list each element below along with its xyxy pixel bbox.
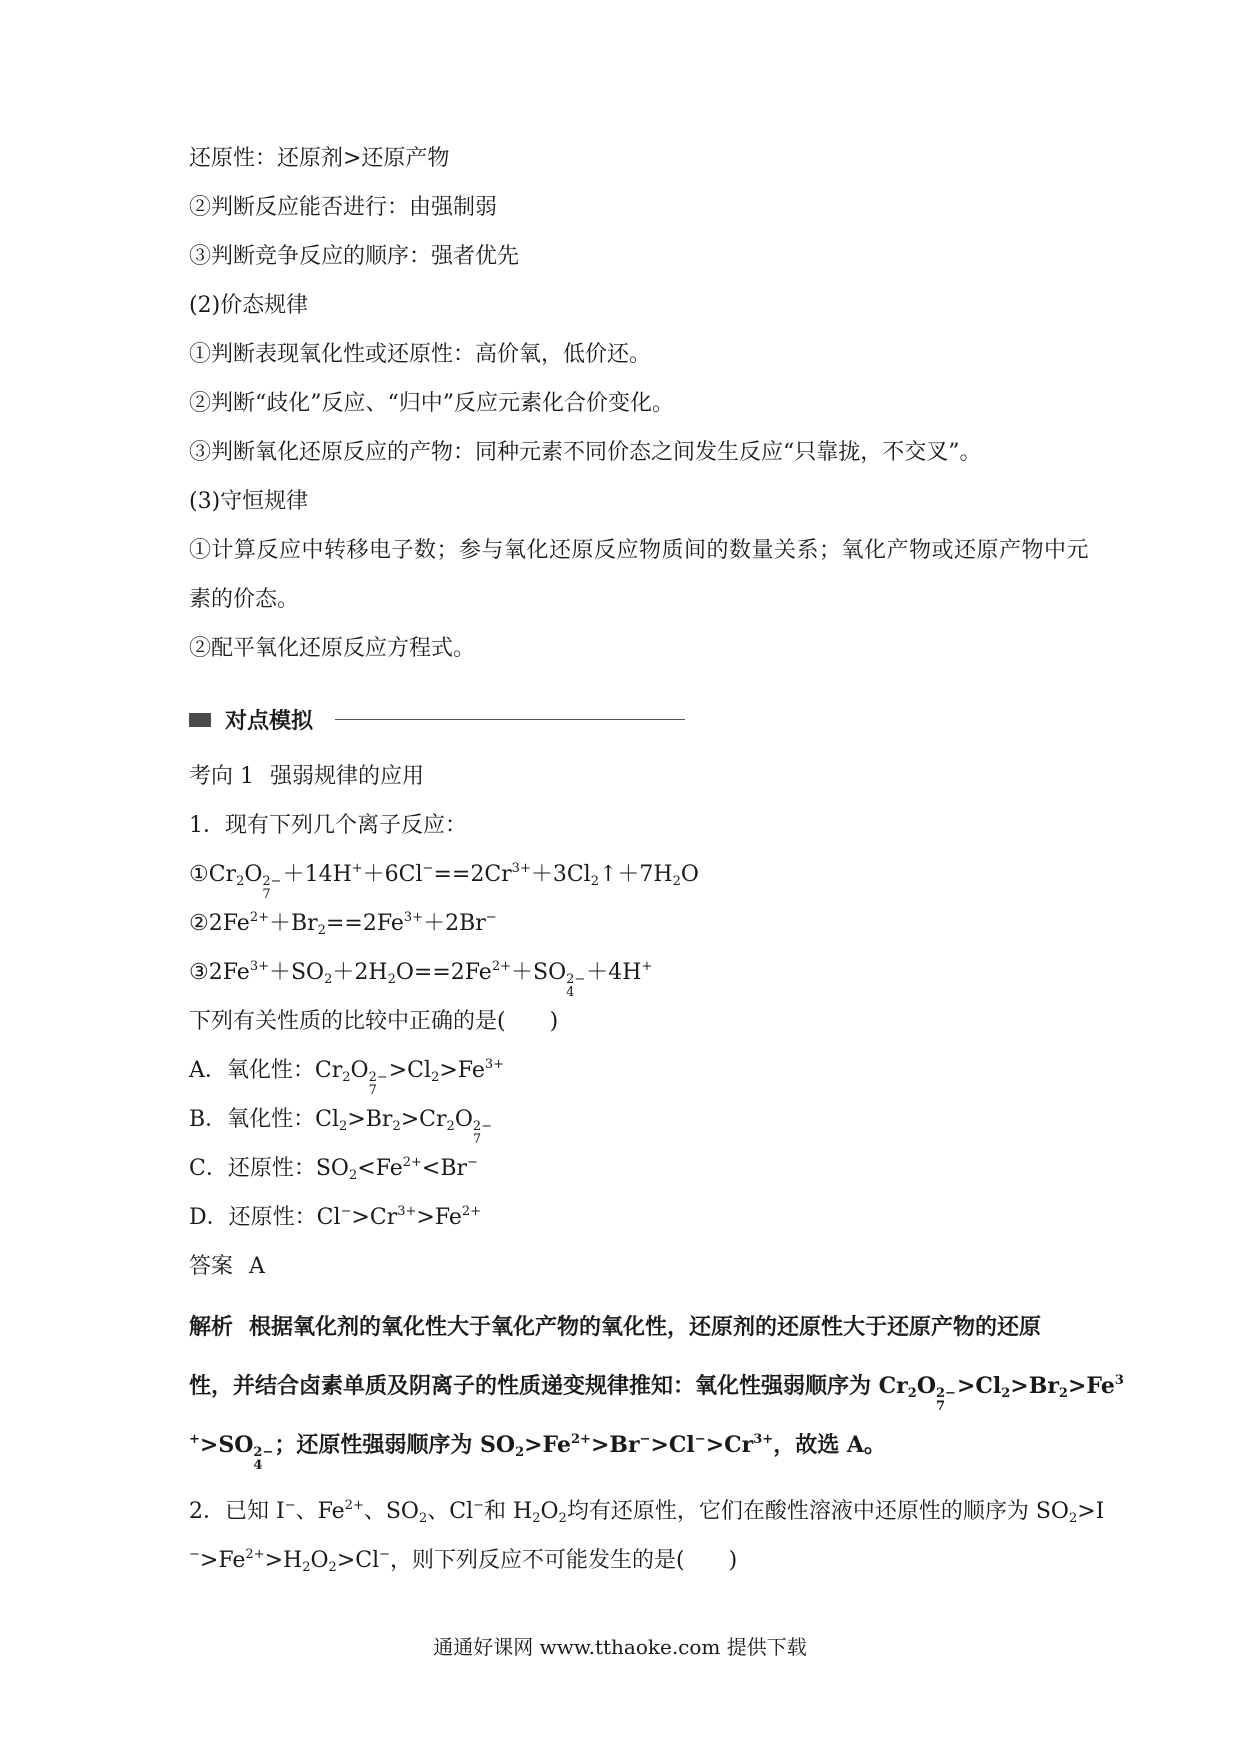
opt-text: C．还原性：SO <box>189 1156 349 1181</box>
q2-sup: − <box>189 1547 200 1562</box>
ana-sup: 3 <box>1114 1373 1124 1388</box>
text-line: ③判断氧化还原反应的产物：同种元素不同价态之间发生反应“只靠拢，不交叉”。 <box>189 440 982 465</box>
text-line: ①计算反应中转移电子数；参与氧化还原反应物质间的数量关系；氧化产物或还原产物中元 <box>189 538 1090 563</box>
r3-sup: + <box>641 959 653 974</box>
q2-text: 、SO <box>363 1499 419 1524</box>
q2-text: >Fe <box>199 1548 246 1573</box>
opt-text: B．氧化性：Cl <box>189 1107 340 1132</box>
r3-text: ＋4H <box>586 960 642 985</box>
opt-sup: 2+ <box>402 1155 422 1170</box>
question-stem: 1．现有下列几个离子反应： <box>189 813 467 838</box>
q2-text: >I <box>1077 1499 1105 1524</box>
r2-sup: − <box>485 910 497 925</box>
r3-charge: 2− 4 <box>566 972 586 1000</box>
text-line: 还原性：还原剂>还原产物 <box>189 146 450 171</box>
r3-text: ＋SO <box>511 960 567 985</box>
reaction-1 <box>189 860 699 901</box>
ana-sub: 2 <box>1058 1386 1068 1401</box>
opt-sup: 3+ <box>484 1057 505 1072</box>
analysis-text: 根据氧化剂的氧化性大于氧化产物的氧化性，还原剂的还原性大于还原产物的还原 <box>249 1314 1042 1340</box>
text-line: ②判断反应能否进行：由强制弱 <box>189 195 498 220</box>
r1-sub: 2 <box>236 874 245 889</box>
r2-text: ==2Fe <box>325 911 404 936</box>
q2-text: 和 H <box>484 1499 533 1524</box>
analysis-line-3 <box>189 1430 886 1472</box>
reaction-2 <box>189 909 497 939</box>
q2-text: 2．已知 I <box>189 1499 285 1524</box>
r3-sup: 2+ <box>491 959 511 974</box>
opt-text: A．氧化性：Cr <box>189 1058 343 1083</box>
ana-text: >Br <box>590 1432 640 1458</box>
q2-sup: − <box>379 1547 391 1562</box>
analysis-line-2 <box>189 1371 1124 1413</box>
r1-sup: + <box>351 861 363 876</box>
text-line: ③判断竞争反应的顺序：强者优先 <box>189 244 520 269</box>
analysis-label: 解析 <box>189 1314 234 1340</box>
ana-text: >Br <box>1010 1373 1059 1399</box>
page-footer: 通通好课网 www.tthaoke.com 提供下载 <box>433 1635 807 1659</box>
ana-sub: 2 <box>515 1445 525 1460</box>
text-line: ②判断“歧化”反应、“归中”反应元素化合价变化。 <box>189 391 674 416</box>
question-2-line-1 <box>189 1497 1104 1527</box>
text-line: 素的价态。 <box>189 587 300 612</box>
q2-sub: 2 <box>418 1511 428 1526</box>
opt-text: >Cr <box>351 1205 398 1230</box>
answer-value: A <box>249 1254 265 1279</box>
text-line: (2)价态规律 <box>189 293 309 318</box>
q2-text: 、Fe <box>295 1499 345 1524</box>
heading-number: 考向 1 <box>189 764 254 789</box>
q2-sub: 2 <box>328 1560 337 1575</box>
answer-label: 答案 <box>189 1254 234 1279</box>
r1-text: ==2Cr <box>433 862 512 887</box>
r2-text: ②2Fe <box>189 911 250 936</box>
r1-text: O <box>680 862 699 887</box>
section-marker-icon <box>189 713 211 727</box>
q2-text: >Cl <box>336 1548 380 1573</box>
q2-sup: 2+ <box>344 1498 364 1513</box>
option-b <box>189 1105 493 1146</box>
r3-text: ＋2H <box>332 960 388 985</box>
r1-text: ＋14H <box>282 862 352 887</box>
r2-sup: 3+ <box>403 910 424 925</box>
opt-text: >Fe <box>439 1058 485 1083</box>
opt-sub: 2 <box>446 1119 455 1134</box>
q2-text: O <box>540 1499 559 1524</box>
opt-sub: 2 <box>348 1168 358 1183</box>
ana-text: >Fe <box>524 1432 571 1458</box>
opt-text: D．还原性：Cl <box>189 1205 341 1230</box>
r1-charge: 2− 7 <box>262 874 282 902</box>
option-d <box>189 1203 481 1233</box>
ana-sup: 2+ <box>570 1432 591 1447</box>
r2-sub: 2 <box>317 923 326 938</box>
r3-text: ③2Fe <box>189 960 250 985</box>
ana-sup: − <box>694 1432 706 1447</box>
opt-sub: 2 <box>339 1119 348 1134</box>
r2-text: ＋2Br <box>423 911 486 936</box>
opt-text: O <box>350 1058 369 1083</box>
ana-sup: 3+ <box>753 1432 774 1447</box>
section-title: 对点模拟 <box>225 709 314 734</box>
ana-text: >Cl <box>956 1373 1002 1399</box>
r1-sup: 3+ <box>511 861 531 876</box>
opt-sup: 2+ <box>461 1204 482 1219</box>
ana-text: >Cl <box>650 1432 695 1458</box>
q2-sub: 2 <box>302 1560 311 1575</box>
opt-sub: 2 <box>342 1070 351 1085</box>
q2-sub: 2 <box>532 1511 541 1526</box>
ana-sub: 2 <box>1001 1386 1011 1401</box>
r3-text: ＋SO <box>268 960 325 985</box>
r1-text: ＋6Cl <box>362 862 423 887</box>
opt-charge: 2− 7 <box>368 1070 388 1098</box>
opt-text: >Fe <box>416 1205 462 1230</box>
q2-text: 均有还原性，它们在酸性溶液中还原性的顺序为 SO <box>566 1499 1069 1524</box>
r1-sub: 2 <box>590 874 599 889</box>
ana-charge: 2− 4 <box>253 1445 274 1473</box>
q2-sup: − <box>473 1498 485 1513</box>
answer-line <box>189 1252 265 1282</box>
ana-text: >Fe <box>1067 1373 1115 1399</box>
r1-sup: − <box>422 861 434 876</box>
r2-text: ＋Br <box>268 911 318 936</box>
question-heading <box>189 762 424 792</box>
opt-sup: 3+ <box>397 1204 417 1219</box>
r3-text: O==2Fe <box>395 960 492 985</box>
r3-sup: 3+ <box>249 959 269 974</box>
ana-text: >Cr <box>705 1432 754 1458</box>
ana-charge: 2− 7 <box>935 1386 956 1414</box>
opt-sub: 2 <box>392 1119 401 1134</box>
question-2-line-2 <box>189 1546 737 1576</box>
r3-sub: 2 <box>387 972 396 987</box>
ana-text: 性，并结合卤素单质及阴离子的性质递变规律推知：氧化性强弱顺序为 Cr <box>189 1373 908 1399</box>
opt-charge: 2− 7 <box>472 1119 493 1147</box>
opt-text: >Br <box>347 1107 393 1132</box>
opt-text: <Br <box>421 1156 468 1181</box>
r1-text: ↑＋7H <box>599 862 673 887</box>
option-c <box>189 1154 478 1184</box>
ana-sup: − <box>639 1432 651 1447</box>
ana-text: ，故选 A。 <box>773 1432 886 1458</box>
q2-sub: 2 <box>1068 1511 1078 1526</box>
text-line: ①判断表现氧化性或还原性：高价氧，低价还。 <box>189 342 652 367</box>
text-line: (3)守恒规律 <box>189 489 309 514</box>
ana-sub: 2 <box>907 1386 917 1401</box>
opt-sub: 2 <box>431 1070 440 1085</box>
reaction-3 <box>189 958 652 999</box>
q2-sub: 2 <box>558 1511 567 1526</box>
option-a <box>189 1056 504 1097</box>
opt-sup: − <box>340 1204 352 1219</box>
q2-text: ，则下列反应不可能发生的是( ) <box>390 1548 738 1573</box>
r3-sub: 2 <box>324 972 333 987</box>
q2-text: O <box>310 1548 329 1573</box>
text-line: ②配平氧化还原反应方程式。 <box>189 636 476 661</box>
ana-text: ；还原性强弱顺序为 SO <box>274 1432 516 1458</box>
question-ask: 下列有关性质的比较中正确的是( ) <box>189 1009 559 1034</box>
analysis-line-1 <box>189 1312 1041 1342</box>
opt-text: <Fe <box>357 1156 403 1181</box>
heading-text: 强弱规律的应用 <box>270 764 425 789</box>
r1-sub: 2 <box>672 874 681 889</box>
ana-text: >SO <box>199 1432 254 1458</box>
opt-sup: − <box>467 1155 478 1170</box>
r1-text: O <box>244 862 263 887</box>
q2-text: 、Cl <box>427 1499 474 1524</box>
ana-sup: + <box>189 1432 200 1447</box>
r1-text: ①Cr <box>189 862 237 887</box>
opt-text: >Cr <box>400 1107 447 1132</box>
opt-text: >Cl <box>388 1058 432 1083</box>
section-header <box>189 704 685 735</box>
q2-text: >H <box>264 1548 303 1573</box>
r1-text: ＋3Cl <box>530 862 591 887</box>
section-rule <box>335 719 685 720</box>
ana-text: O <box>916 1373 936 1399</box>
opt-text: O <box>454 1107 473 1132</box>
r2-sup: 2+ <box>249 910 269 925</box>
q2-sup: 2+ <box>245 1547 265 1562</box>
q2-sup: − <box>284 1498 296 1513</box>
